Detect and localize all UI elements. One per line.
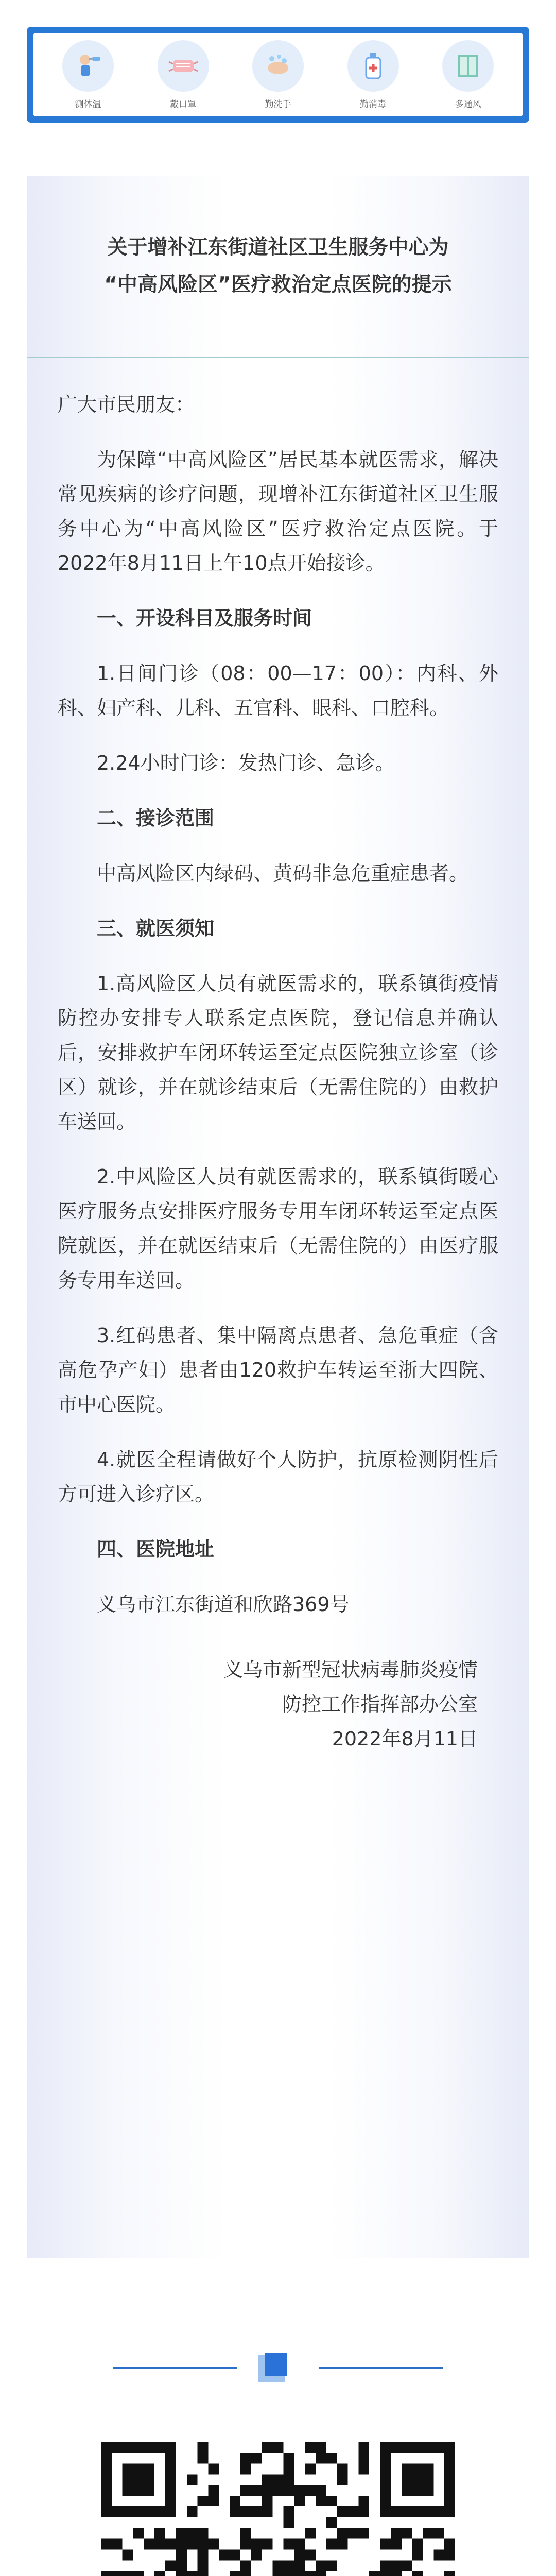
section-paragraph: 3.红码患者、集中隔离点患者、急危重症（含高危孕产妇）患者由120救护车转运至浙大四院、市中心医院。 — [58, 1324, 498, 1416]
section-paragraph: 2.24小时门诊：发热门诊、急诊。 — [97, 752, 395, 774]
thermometer-icon — [62, 40, 114, 92]
tip-label: 多通风 — [455, 99, 481, 110]
section-paragraph: 中高风险区内绿码、黄码非急危重症患者。 — [97, 862, 469, 885]
greeting: 广大市民朋友： — [58, 393, 195, 416]
health-tips-row — [33, 33, 523, 116]
qr-code-graphic — [101, 2442, 455, 2576]
section-paragraph: 1.日间门诊（08：00—17：00）：内科、外科、妇产科、儿科、五官科、眼科、口腔科。 — [58, 662, 498, 719]
tip-window — [438, 40, 498, 110]
disinfect-icon — [348, 40, 399, 92]
notice-title-line2: “中高风险区”医疗救治定点医院的提示 — [104, 273, 452, 296]
tip-label: 戴口罩 — [170, 99, 196, 110]
tip-label: 勤消毒 — [360, 99, 386, 110]
section-heading: 一、开设科目及服务时间 — [97, 607, 312, 630]
tip-mask — [153, 40, 214, 110]
signature-block — [58, 1653, 498, 1756]
qr-code — [101, 2442, 455, 2576]
ornament-square-front — [265, 2353, 287, 2376]
section-paragraph: 4.就医全程请做好个人防护，抗原检测阴性后方可进入诊疗区。 — [58, 1448, 498, 1505]
section-paragraph: 1.高风险区人员有就医需求的，联系镇街疫情防控办安排专人联系定点医院，登记信息并确认后，安排救护车闭环转运至定点医院独立诊室（诊区）就诊，并在就诊结束后（无需住院的）由救护车送回。 — [58, 972, 498, 1133]
section-heading: 二、接诊范围 — [97, 807, 215, 829]
tip-handwash — [248, 40, 308, 110]
tip-label: 测体温 — [75, 99, 101, 110]
signature-org-line1: 义乌市新型冠状病毒肺炎疫情 — [223, 1658, 478, 1681]
tip-label: 勤洗手 — [265, 99, 291, 110]
notice-card — [27, 176, 529, 2258]
notice-body — [58, 387, 498, 1756]
tip-disinfect — [343, 40, 404, 110]
window-icon — [442, 40, 494, 92]
signature-org-line2: 防控工作指挥部办公室 — [282, 1693, 478, 1716]
section-paragraph: 2.中风险区人员有就医需求的，联系镇街暖心医疗服务点安排医疗服务专用车闭环转运至定点医院就医，并在就医结束后（无需住院的）由医疗服务专用车送回。 — [58, 1165, 498, 1292]
notice-title — [27, 176, 529, 357]
section-paragraph: 义乌市江东街道和欣路369号 — [97, 1593, 350, 1616]
tip-thermometer — [58, 40, 118, 110]
section-heading: 四、医院地址 — [97, 1538, 215, 1561]
signature-date: 2022年8月11日 — [332, 1727, 478, 1750]
title-divider — [27, 357, 529, 358]
section-ornament — [0, 2353, 556, 2384]
intro-paragraph: 为保障“中高风险区”居民基本就医需求，解决常见疾病的诊疗问题，现增补江东街道社区卫生服务中心为“中高风险区”医疗救治定点医院。于2022年8月11日上午10点开始接诊。 — [58, 448, 498, 574]
mask-icon — [158, 40, 209, 92]
handwash-icon — [252, 40, 304, 92]
notice-title-line1: 关于增补江东街道社区卫生服务中心为 — [107, 236, 449, 259]
health-tips-banner — [27, 27, 529, 123]
section-heading: 三、就医须知 — [97, 917, 215, 940]
ornament-line-left — [113, 2367, 237, 2369]
ornament-line-right — [319, 2367, 443, 2369]
